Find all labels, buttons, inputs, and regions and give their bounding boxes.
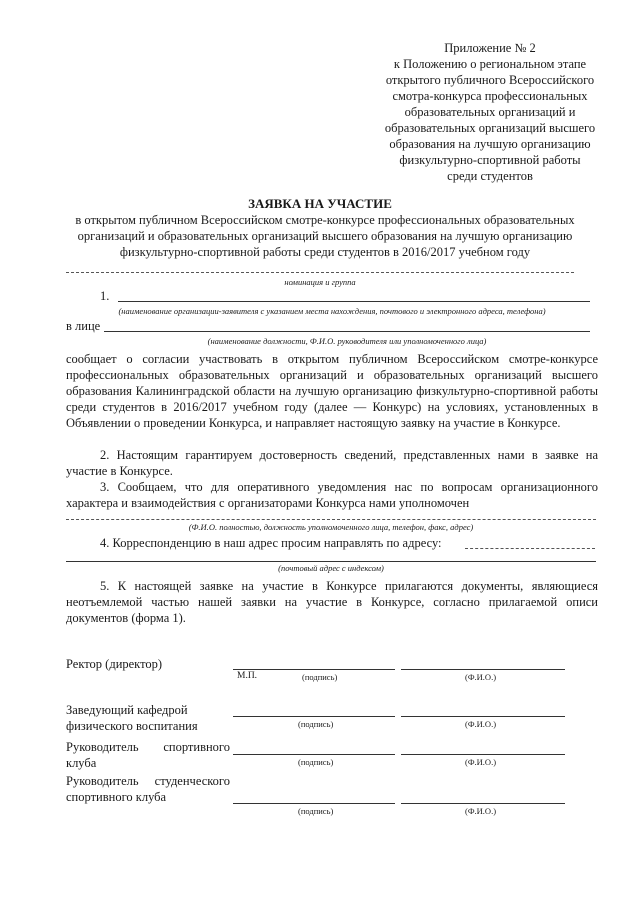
- postal-caption: (почтовый адрес с индексом): [278, 563, 384, 573]
- paragraph-2: 2. Настоящим гарантируем достоверность сведений, представленных нами в заявке на участие в Конкурсе.: [66, 448, 598, 478]
- paragraph-3: 3. Сообщаем, что для оперативного уведомления нас по вопросам организационного характера и взаимодействия с организаторами Конкурса нами уполномочен: [66, 480, 598, 510]
- head-dept-fio-field[interactable]: [401, 716, 565, 717]
- authorized-person-field[interactable]: [66, 519, 596, 520]
- appendix-line: Приложение № 2: [444, 41, 536, 55]
- rector-label: Ректор (директор): [66, 657, 163, 671]
- sport-club-signature-field[interactable]: [233, 754, 395, 755]
- sport-club-fio-field[interactable]: [401, 754, 565, 755]
- nomination-caption: номинация и группа: [284, 277, 356, 287]
- appendix-line: смотра-конкурса профессиональных: [392, 89, 588, 103]
- item1-number: 1.: [100, 289, 110, 303]
- appendix-line: открытого публичного Всероссийского: [385, 73, 595, 87]
- head-dept-signature-field[interactable]: [233, 716, 395, 717]
- student-club-head-label: Руководитель студенческого спортивного клуба: [66, 774, 230, 804]
- in-person-label: в лице: [66, 319, 101, 333]
- appendix-line: образования на лучшую организацию: [389, 137, 591, 151]
- paragraph-5: 5. К настоящей заявке на участие в Конкурсе прилагаются документы, являющиеся неотъемлемой частью нашей заявки на участие в Конкурсе, согласно прилагаемой описи документов (форма 1).: [66, 579, 598, 625]
- applicant-caption: (наименование организации-заявителя с указанием места нахождения, почтового и электронного адреса, телефона): [118, 306, 546, 316]
- head-dept-fio-caption: (Ф.И.О.): [465, 719, 497, 729]
- student-club-fio-field[interactable]: [401, 803, 565, 804]
- paragraph-1: сообщает о согласии участвовать в открытом публичном Всероссийском смотре-конкурсе профессиональных образовательных организаций и образовательных организаций высшего образования Калининградской области на лучшую организацию физкультурно-спортивной работы среди студентов в 2016/2017 учебном году (далее — Конкурс) на условиях, установленных в Объявлении о проведении Конкурса, и направляет настоящую заявку на участие в Конкурсе.: [66, 352, 598, 430]
- rector-fio-field[interactable]: [401, 669, 565, 670]
- authorized-caption: (Ф.И.О. полностью, должность уполномоченного лица, телефон, факс, адрес): [188, 522, 474, 532]
- rector-signature-field[interactable]: [233, 669, 395, 670]
- applicant-field[interactable]: [118, 301, 590, 302]
- postal-address-field[interactable]: [66, 561, 596, 562]
- appendix-line: среди студентов: [447, 169, 533, 183]
- sport-club-head-label: Руководитель спортивного клуба: [66, 740, 230, 770]
- document-title: ЗАЯВКА НА УЧАСТИЕ: [248, 196, 392, 211]
- student-club-signature-field[interactable]: [233, 803, 395, 804]
- head-dept-label: Заведующий кафедрой физического воспитания: [66, 703, 198, 733]
- subtitle-line: физкультурно-спортивной работы среди студентов в 2016/2017 учебном году: [119, 245, 531, 259]
- student-club-fio-caption: (Ф.И.О.): [465, 806, 497, 816]
- student-club-sign-caption: (подпись): [298, 806, 334, 816]
- stamp-label: М.П.: [237, 671, 258, 681]
- address-field-inline[interactable]: [465, 548, 595, 549]
- paragraph-4: 4. Корреспонденцию в наш адрес просим направлять по адресу:: [100, 536, 442, 550]
- rector-fio-caption: (Ф.И.О.): [465, 672, 497, 682]
- sport-club-sign-caption: (подпись): [298, 757, 334, 767]
- head-dept-sign-caption: (подпись): [298, 719, 334, 729]
- subtitle-line: в открытом публичном Всероссийском смотре-конкурсе профессиональных образовательных: [75, 213, 575, 227]
- appendix-line: образовательных организаций высшего: [384, 121, 596, 135]
- representative-field[interactable]: [104, 331, 590, 332]
- sport-club-fio-caption: (Ф.И.О.): [465, 757, 497, 767]
- document-subtitle: [40, 212, 610, 260]
- subtitle-line: организаций и образовательных организаций высшего образования на лучшую организацию: [77, 229, 573, 243]
- nomination-field[interactable]: [66, 272, 574, 273]
- rector-sign-caption: (подпись): [302, 672, 338, 682]
- appendix-header: [370, 40, 610, 184]
- appendix-line: образовательных организаций и: [404, 105, 576, 119]
- appendix-line: к Положению о региональном этапе: [393, 57, 587, 71]
- representative-caption: (наименование должности, Ф.И.О. руководителя или уполномоченного лица): [207, 336, 487, 346]
- appendix-line: физкультурно-спортивной работы: [399, 153, 581, 167]
